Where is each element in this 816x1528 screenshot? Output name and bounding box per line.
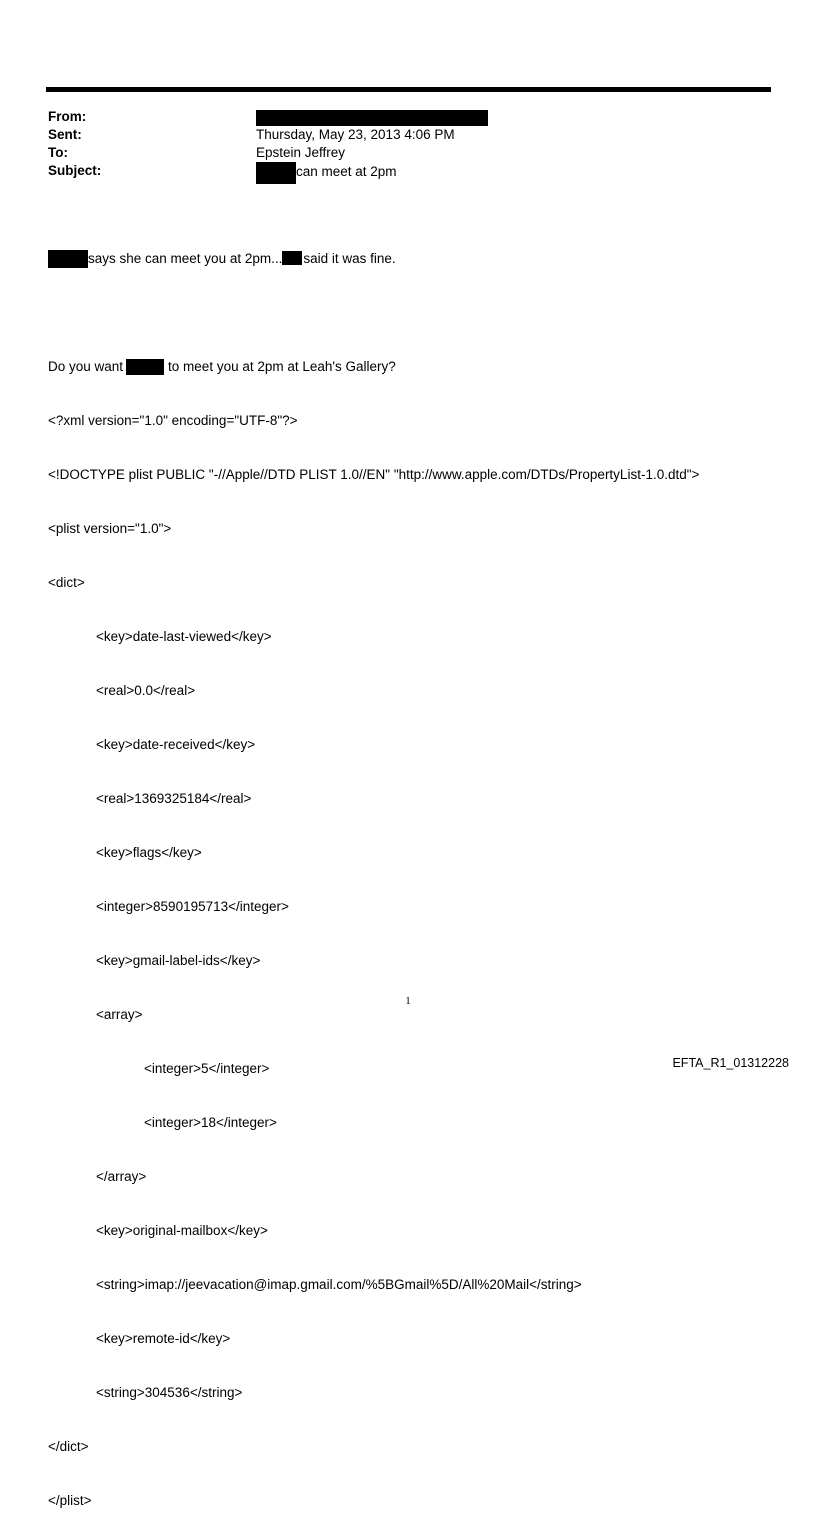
- plist-line: <key>date-last-viewed</key>: [96, 629, 272, 644]
- plist-line: <key>original-mailbox</key>: [96, 1223, 268, 1238]
- document-id: EFTA_R1_01312228: [672, 1056, 789, 1070]
- redaction-block: [48, 250, 88, 268]
- plist-line: <real>1369325184</real>: [96, 791, 252, 806]
- redaction-block: [282, 251, 302, 265]
- from-label: From:: [48, 109, 87, 124]
- to-label: To:: [48, 145, 68, 160]
- email-body: [48, 214, 699, 1528]
- plist-line: <array>: [96, 1007, 143, 1022]
- header-rule: [46, 87, 771, 92]
- subject-value: can meet at 2pm: [296, 164, 397, 179]
- redaction-block: [256, 162, 296, 184]
- plist-line: <key>date-received</key>: [96, 737, 256, 752]
- plist-line: <plist version="1.0">: [48, 521, 172, 536]
- plist-line: </dict>: [48, 1439, 89, 1454]
- sent-value: Thursday, May 23, 2013 4:06 PM: [256, 127, 455, 142]
- subject-label: Subject:: [48, 163, 102, 178]
- plist-line: <string>304536</string>: [96, 1385, 243, 1400]
- plist-line: <string>imap://jeevacation@imap.gmail.com/%5BGmail%5D/All%20Mail</string>: [96, 1277, 582, 1292]
- subject-value-wrap: [256, 162, 397, 184]
- plist-line: <dict>: [48, 575, 85, 590]
- plist-line: <integer>18</integer>: [144, 1115, 277, 1130]
- body-line: [48, 250, 699, 268]
- plist-line: <key>remote-id</key>: [96, 1331, 231, 1346]
- plist-line: </array>: [96, 1169, 147, 1184]
- from-value: [256, 108, 488, 126]
- page-number: 1: [405, 995, 411, 1007]
- redaction-block: [126, 359, 164, 375]
- plist-line: <integer>5</integer>: [144, 1061, 270, 1076]
- plist-line: <!DOCTYPE plist PUBLIC "-//Apple//DTD PLIST 1.0//EN" "http://www.apple.com/DTDs/PropertyList-1.0.dtd">: [48, 467, 700, 482]
- to-value: Epstein Jeffrey: [256, 145, 346, 160]
- body-text: to meet you at 2pm at Leah's Gallery?: [168, 359, 396, 374]
- plist-line: <key>gmail-label-ids</key>: [96, 953, 261, 968]
- plist-line: <real>0.0</real>: [96, 683, 196, 698]
- redaction-block: [256, 110, 488, 126]
- plist-line: <?xml version="1.0" encoding="UTF-8"?>: [48, 413, 298, 428]
- body-line: [48, 358, 699, 376]
- plist-line: <integer>8590195713</integer>: [96, 899, 289, 914]
- sent-label: Sent:: [48, 127, 82, 142]
- body-text: says she can meet you at 2pm...: [88, 251, 283, 266]
- plist-line: </plist>: [48, 1493, 92, 1508]
- body-text: Do you want: [48, 359, 124, 374]
- body-text: said it was fine.: [303, 251, 396, 266]
- plist-line: <key>flags</key>: [96, 845, 202, 860]
